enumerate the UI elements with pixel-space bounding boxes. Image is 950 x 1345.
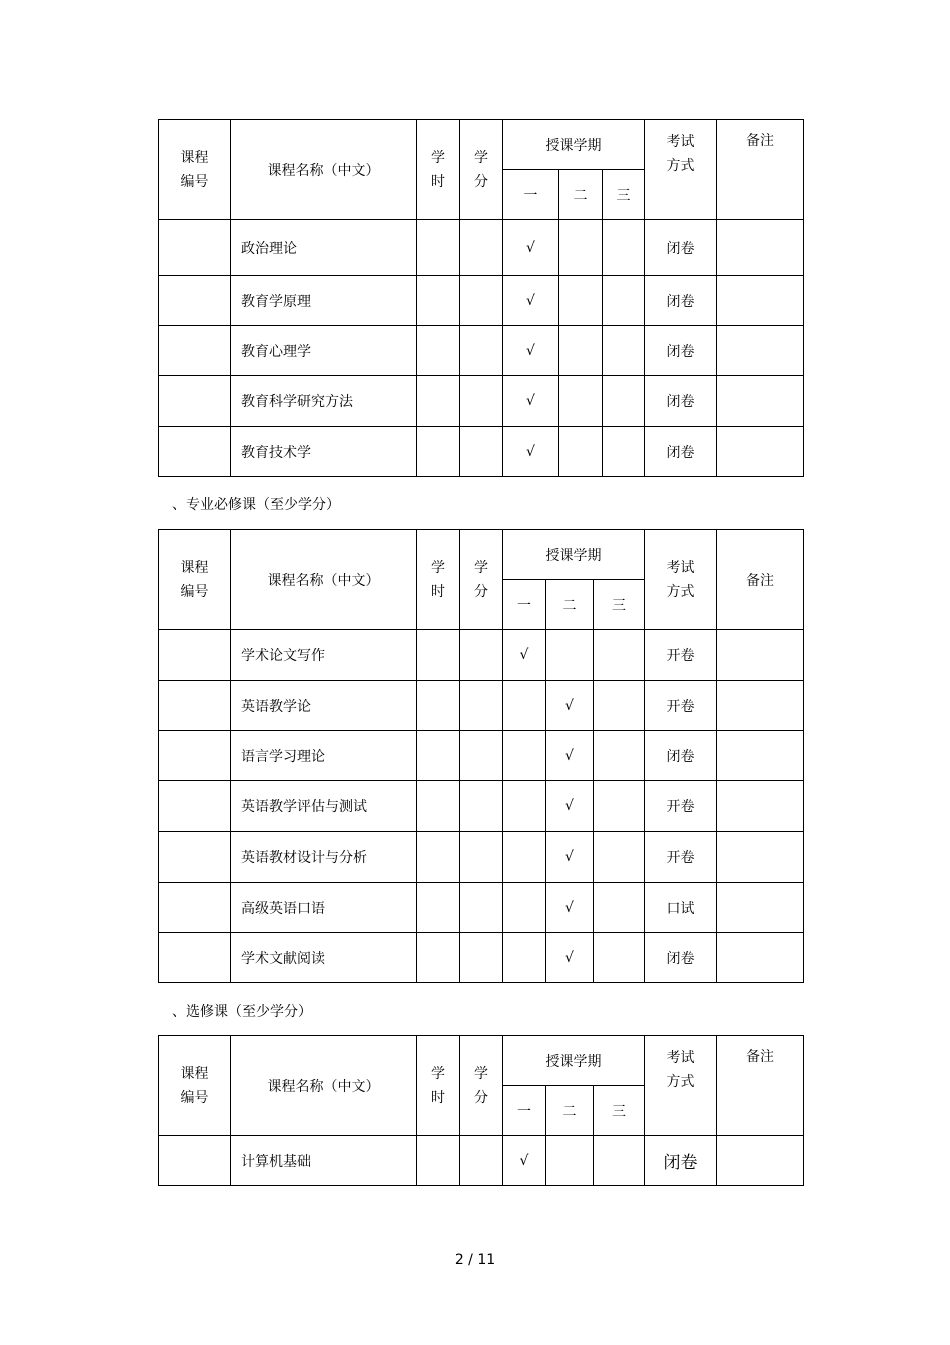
term-2-cell bbox=[546, 630, 594, 681]
term-2-cell: √ bbox=[546, 883, 594, 933]
term-2-cell bbox=[559, 220, 603, 276]
header-credits: 学 分 bbox=[460, 1036, 503, 1136]
header-credits: 学 分 bbox=[460, 530, 503, 630]
course-code-cell bbox=[159, 427, 231, 477]
header-course-name: 课程名称（中文） bbox=[231, 530, 417, 630]
credits-cell bbox=[460, 883, 503, 933]
header-hours: 学 时 bbox=[417, 1036, 460, 1136]
header-credits: 学 分 bbox=[460, 120, 503, 220]
header-term-1: 一 bbox=[503, 580, 546, 630]
remark-cell bbox=[717, 781, 804, 832]
table-row bbox=[159, 883, 804, 933]
term-1-cell bbox=[503, 681, 546, 731]
term-1-cell bbox=[503, 933, 546, 983]
table-row bbox=[159, 427, 804, 477]
term-2-cell bbox=[546, 1136, 594, 1186]
term-3-cell bbox=[594, 731, 645, 781]
header-course-code: 课程 编号 bbox=[159, 530, 231, 630]
course-code-cell bbox=[159, 376, 231, 427]
term-3-cell bbox=[603, 376, 645, 427]
remark-cell bbox=[717, 832, 804, 883]
credits-cell bbox=[460, 376, 503, 427]
credits-cell bbox=[460, 326, 503, 376]
course-table-3 bbox=[158, 1035, 804, 1186]
course-name-cell: 政治理论 bbox=[231, 220, 417, 276]
hours-cell bbox=[417, 220, 460, 276]
table-row bbox=[159, 731, 804, 781]
header-term-3: 三 bbox=[603, 170, 645, 220]
course-table-2 bbox=[158, 529, 804, 983]
term-3-cell bbox=[603, 276, 645, 326]
course-code-cell bbox=[159, 933, 231, 983]
table-row bbox=[159, 781, 804, 832]
header-hours: 学 时 bbox=[417, 120, 460, 220]
term-3-cell bbox=[594, 883, 645, 933]
exam-type-cell: 开卷 bbox=[645, 681, 717, 731]
header-course-code: 课程 编号 bbox=[159, 1036, 231, 1136]
exam-type-cell: 闭卷 bbox=[645, 276, 717, 326]
course-code-cell bbox=[159, 832, 231, 883]
table-row bbox=[159, 220, 804, 276]
term-3-cell bbox=[603, 427, 645, 477]
header-term-2: 二 bbox=[559, 170, 603, 220]
term-1-cell: √ bbox=[503, 1136, 546, 1186]
header-course-name: 课程名称（中文） bbox=[231, 1036, 417, 1136]
credits-cell bbox=[460, 933, 503, 983]
header-term-1: 一 bbox=[503, 170, 559, 220]
course-name-cell: 教育心理学 bbox=[231, 326, 417, 376]
table-row bbox=[159, 933, 804, 983]
remark-cell bbox=[717, 326, 804, 376]
course-name-cell: 教育科学研究方法 bbox=[231, 376, 417, 427]
course-code-cell bbox=[159, 781, 231, 832]
course-table-1 bbox=[158, 119, 804, 477]
term-1-cell: √ bbox=[503, 220, 559, 276]
term-3-cell bbox=[594, 933, 645, 983]
remark-cell bbox=[717, 883, 804, 933]
remark-cell bbox=[717, 220, 804, 276]
course-code-cell bbox=[159, 731, 231, 781]
page-number: 2 / 11 bbox=[454, 1252, 496, 1268]
exam-type-cell: 闭卷 bbox=[645, 376, 717, 427]
term-2-cell: √ bbox=[546, 832, 594, 883]
remark-cell bbox=[717, 630, 804, 681]
remark-cell bbox=[717, 1136, 804, 1186]
hours-cell bbox=[417, 731, 460, 781]
header-remark: 备注 bbox=[717, 530, 804, 630]
header-hours: 学 时 bbox=[417, 530, 460, 630]
credits-cell bbox=[460, 276, 503, 326]
term-3-cell bbox=[603, 220, 645, 276]
credits-cell bbox=[460, 731, 503, 781]
term-2-cell bbox=[559, 326, 603, 376]
credits-cell bbox=[460, 681, 503, 731]
table-row bbox=[159, 681, 804, 731]
term-1-cell bbox=[503, 883, 546, 933]
exam-type-cell: 闭卷 bbox=[645, 220, 717, 276]
course-name-cell: 英语教学论 bbox=[231, 681, 417, 731]
course-name-cell: 教育技术学 bbox=[231, 427, 417, 477]
term-1-cell bbox=[503, 781, 546, 832]
course-code-cell bbox=[159, 276, 231, 326]
hours-cell bbox=[417, 781, 460, 832]
exam-type-cell: 闭卷 bbox=[645, 326, 717, 376]
hours-cell bbox=[417, 630, 460, 681]
hours-cell bbox=[417, 883, 460, 933]
header-term: 授课学期 bbox=[503, 530, 645, 580]
exam-type-cell: 开卷 bbox=[645, 630, 717, 681]
term-2-cell bbox=[559, 427, 603, 477]
credits-cell bbox=[460, 832, 503, 883]
header-term-3: 三 bbox=[594, 580, 645, 630]
term-3-cell bbox=[594, 832, 645, 883]
header-term-3: 三 bbox=[594, 1086, 645, 1136]
course-name-cell: 高级英语口语 bbox=[231, 883, 417, 933]
remark-cell bbox=[717, 933, 804, 983]
term-1-cell: √ bbox=[503, 326, 559, 376]
course-name-cell: 计算机基础 bbox=[231, 1136, 417, 1186]
remark-cell bbox=[717, 376, 804, 427]
header-remark: 备注 bbox=[717, 120, 804, 220]
remark-cell bbox=[717, 276, 804, 326]
term-2-cell: √ bbox=[546, 933, 594, 983]
remark-cell bbox=[717, 681, 804, 731]
course-name-cell: 学术论文写作 bbox=[231, 630, 417, 681]
course-name-cell: 英语教学评估与测试 bbox=[231, 781, 417, 832]
header-exam-type: 考试 方式 bbox=[645, 530, 717, 630]
exam-type-cell: 闭卷 bbox=[645, 731, 717, 781]
header-remark: 备注 bbox=[717, 1036, 804, 1136]
exam-type-cell: 口试 bbox=[645, 883, 717, 933]
section-title-required: 、专业必修课（至少学分） bbox=[172, 497, 340, 513]
exam-type-cell: 闭卷 bbox=[645, 933, 717, 983]
exam-type-cell: 开卷 bbox=[645, 832, 717, 883]
remark-cell bbox=[717, 427, 804, 477]
table-row bbox=[159, 630, 804, 681]
table-row bbox=[159, 276, 804, 326]
course-code-cell bbox=[159, 883, 231, 933]
credits-cell bbox=[460, 781, 503, 832]
hours-cell bbox=[417, 427, 460, 477]
header-term-2: 二 bbox=[546, 580, 594, 630]
header-exam-type: 考试 方式 bbox=[645, 120, 717, 220]
term-2-cell bbox=[559, 276, 603, 326]
hours-cell bbox=[417, 681, 460, 731]
header-term-1: 一 bbox=[503, 1086, 546, 1136]
hours-cell bbox=[417, 326, 460, 376]
credits-cell bbox=[460, 427, 503, 477]
term-1-cell: √ bbox=[503, 276, 559, 326]
credits-cell bbox=[460, 630, 503, 681]
hours-cell bbox=[417, 933, 460, 983]
table-row bbox=[159, 326, 804, 376]
exam-type-cell: 开卷 bbox=[645, 781, 717, 832]
term-1-cell: √ bbox=[503, 376, 559, 427]
remark-cell bbox=[717, 731, 804, 781]
term-3-cell bbox=[594, 781, 645, 832]
term-3-cell bbox=[594, 1136, 645, 1186]
course-code-cell bbox=[159, 681, 231, 731]
course-name-cell: 学术文献阅读 bbox=[231, 933, 417, 983]
hours-cell bbox=[417, 1136, 460, 1186]
hours-cell bbox=[417, 276, 460, 326]
table-row bbox=[159, 376, 804, 427]
exam-type-cell: 闭卷 bbox=[645, 427, 717, 477]
term-1-cell bbox=[503, 731, 546, 781]
header-course-code: 课程 编号 bbox=[159, 120, 231, 220]
header-term-2: 二 bbox=[546, 1086, 594, 1136]
header-term: 授课学期 bbox=[503, 120, 645, 170]
course-name-cell: 语言学习理论 bbox=[231, 731, 417, 781]
table-row bbox=[159, 832, 804, 883]
header-course-name: 课程名称（中文） bbox=[231, 120, 417, 220]
term-2-cell: √ bbox=[546, 681, 594, 731]
term-3-cell bbox=[603, 326, 645, 376]
term-1-cell: √ bbox=[503, 427, 559, 477]
term-3-cell bbox=[594, 630, 645, 681]
table-row bbox=[159, 1136, 804, 1186]
header-term: 授课学期 bbox=[503, 1036, 645, 1086]
term-2-cell: √ bbox=[546, 731, 594, 781]
term-2-cell bbox=[559, 376, 603, 427]
course-name-cell: 英语教材设计与分析 bbox=[231, 832, 417, 883]
course-code-cell bbox=[159, 630, 231, 681]
exam-type-cell: 闭卷 bbox=[645, 1136, 717, 1186]
course-code-cell bbox=[159, 326, 231, 376]
credits-cell bbox=[460, 1136, 503, 1186]
term-1-cell: √ bbox=[503, 630, 546, 681]
course-code-cell bbox=[159, 220, 231, 276]
hours-cell bbox=[417, 376, 460, 427]
course-code-cell bbox=[159, 1136, 231, 1186]
course-name-cell: 教育学原理 bbox=[231, 276, 417, 326]
credits-cell bbox=[460, 220, 503, 276]
term-3-cell bbox=[594, 681, 645, 731]
hours-cell bbox=[417, 832, 460, 883]
header-exam-type: 考试 方式 bbox=[645, 1036, 717, 1136]
term-2-cell: √ bbox=[546, 781, 594, 832]
term-1-cell bbox=[503, 832, 546, 883]
section-title-elective: 、选修课（至少学分） bbox=[172, 1004, 312, 1020]
